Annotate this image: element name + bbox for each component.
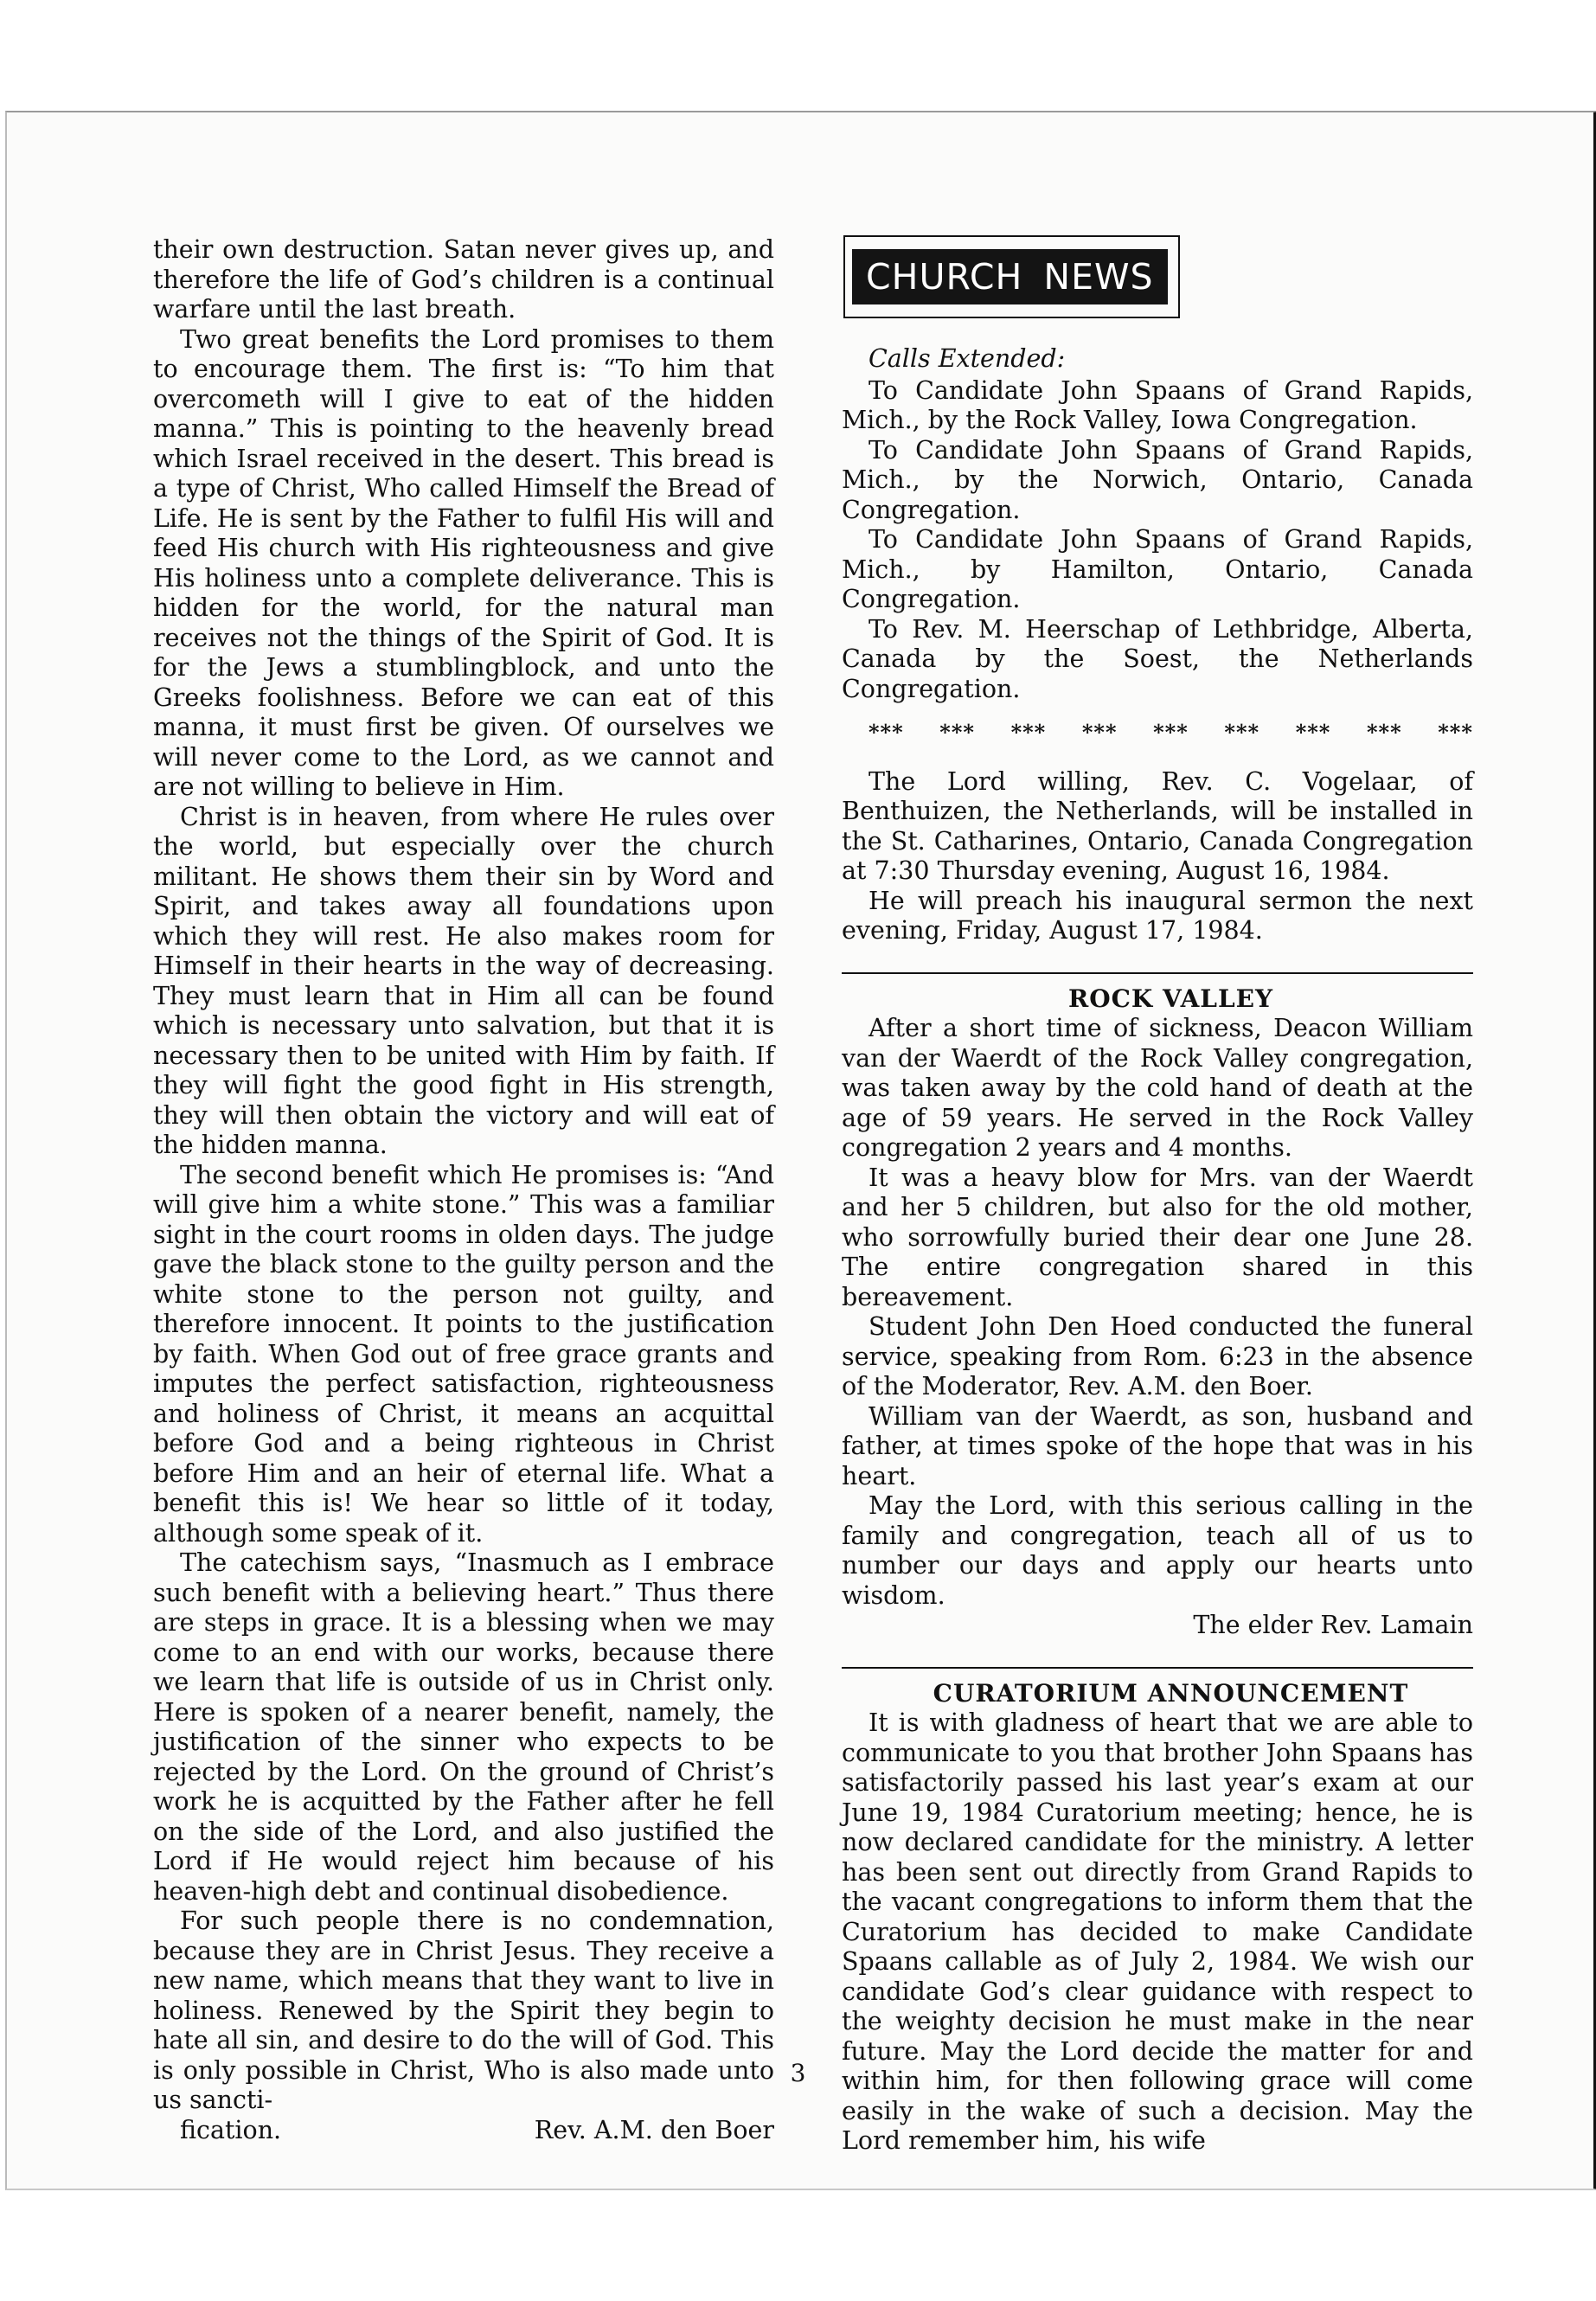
installation-paragraph: The Lord willing, Rev. C. Vogelaar, of Benthuizen, the Netherlands, will be installed in the St. Catharines, Ontario, Canada Congregation at 7:30 Thursday evening, August 16, 1984. xyxy=(842,766,1473,885)
curatorium-paragraph: It is with gladness of heart that we are able to communicate to you that brother John Spaans has satisfactorily passed his last year’s exam at our June 19, 1984 Curatorium meeting; hence, he is now declared candidate for the ministry. A letter has been sent out directly from Grand Rapids to the vacant congregations to inform them that the Curatorium has decided to make Candidate Spaans callable as of July 2, 1984. We wish our candidate God’s clear guidance with respect to the weighty decision he must make in the near future. May the Lord decide the matter for and within him, for then following grace will come easily in the wake of such a decision. May the Lord remember him, his wife xyxy=(842,1708,1473,2155)
curatorium-heading: CURATORIUM ANNOUNCEMENT xyxy=(933,1678,1409,1708)
sermon-paragraph: Two great benefits the Lord promises to them to encourage them. The first is: “To him that overcometh will I give to eat of the hidden manna.” This is pointing to the heavenly bread which Israel received in the desert. This bread is a type of Christ, Who called Himself the Bread of Life. He is sent by the Father to fulfil His will and feed His church with His righteousness and give His holiness unto a complete deliverance. This is hidden for the world, for the natural man receives not the things of the Spirit of God. It is for the Jews a stumblingblock, and unto the Greeks foolishness. Before we can eat of this manna, it must first be given. Of ourselves we will never come to the Lord, as we cannot and are not willing to believe in Him. xyxy=(153,324,774,801)
star-mark: *** xyxy=(1081,720,1118,745)
sermon-paragraph: The second benefit which He promises is: “And will give him a white stone.” This was a familiar sight in the court rooms in olden days. The judge gave the black stone to the guilty person and the white stone to the person not guilty, and therefore innocent. It points to the justification by faith. When God out of free grace grants and imputes the perfect satisfaction, righteousness and holiness of Christ, it means an acquittal before God and a being righteous in Christ before Him and an heir of eternal life. What a benefit this is! We hear so little of it today, although some speak of it. xyxy=(153,1160,774,1548)
star-mark: *** xyxy=(869,720,904,745)
rock-valley-signature: The elder Rev. Lamain xyxy=(1193,1611,1473,1639)
call-item: To Candidate John Spaans of Grand Rapids, Mich., by the Norwich, Ontario, Canada Congregation. xyxy=(842,435,1473,524)
star-mark: *** xyxy=(1438,720,1473,745)
sermon-paragraph: For such people there is no condemnation, because they are in Christ Jesus. They receive a new name, which means that they want to live in holiness. Renewed by the Spirit they begin to hate all sin, and desire to do the will of God. This is only possible in Christ, Who is also made unto us sancti- xyxy=(153,1907,774,2114)
page-number: 3 xyxy=(790,2059,806,2087)
section-divider xyxy=(842,972,1473,974)
rock-valley-paragraph: After a short time of sickness, Deacon William van der Waerdt of the Rock Valley congregation, was taken away by the cold hand of death at the age of 59 years. He served in the Rock Valley congregation 2 years and 4 months. xyxy=(842,1014,1473,1162)
sermon-paragraph: Christ is in heaven, from where He rules over the world, but especially over the church militant. He shows them their sin by Word and Spirit, and takes away all foundations upon which they will rest. He also makes room for Himself in their hearts in the way of decreasing. They must learn that in Him all can be found which is necessary unto salvation, but that it is necessary then to be united with Him by faith. If they will fight the good fight in His strength, they will then obtain the victory and will eat of the hidden manna. xyxy=(153,802,774,1159)
rock-valley-heading: ROCK VALLEY xyxy=(1067,984,1273,1013)
section-divider xyxy=(842,1667,1473,1669)
news-column xyxy=(842,235,1473,2157)
rock-valley-paragraph: It was a heavy blow for Mrs. van der Waerdt and her 5 children, but also for the old mother, who sorrowfully buried their dear one June 28. The entire congregation shared in this bereavement. xyxy=(842,1163,1473,1311)
star-mark: *** xyxy=(1010,720,1047,745)
star-mark: *** xyxy=(1295,720,1331,745)
sermon-paragraph: The catechism says, “Inasmuch as I embrace such benefit with a believing heart.” Thus there are steps in grace. It is a blessing when we may come to an end with our works, because there we learn that life is outside of us in Christ only. Here is spoken of a nearer benefit, namely, the justification of the sinner who expects to be rejected by the Lord. On the ground of Christ’s work he is acquitted by the Father after he fell on the side of the Lord, and also justified the Lord if He would reject him because of his heaven-high debt and continual disobedience. xyxy=(153,1548,774,1906)
call-item: To Rev. M. Heerschap of Lethbridge, Alberta, Canada by the Soest, the Netherlands Congregation. xyxy=(842,614,1473,703)
star-mark: *** xyxy=(939,720,975,745)
church-news-banner-frame xyxy=(843,235,1180,318)
sermon-closing-line xyxy=(153,2116,774,2146)
installation-paragraph: He will preach his inaugural sermon the next evening, Friday, August 17, 1984. xyxy=(842,886,1473,945)
rock-valley-paragraph: May the Lord, with this serious calling in the family and congregation, teach all of us to number our days and apply our hearts unto wisdom. xyxy=(842,1491,1473,1610)
sermon-column xyxy=(153,235,774,2145)
rock-valley-paragraph: William van der Waerdt, as son, husband and father, at times spoke of the hope that was in his heart. xyxy=(842,1401,1473,1490)
star-mark: *** xyxy=(1153,720,1189,745)
call-item: To Candidate John Spaans of Grand Rapids, Mich., by Hamilton, Ontario, Canada Congregation. xyxy=(842,525,1473,613)
call-item: To Candidate John Spaans of Grand Rapids, Mich., by the Rock Valley, Iowa Congregation. xyxy=(842,375,1473,434)
star-mark: *** xyxy=(1224,720,1260,745)
rock-valley-paragraph: Student John Den Hoed conducted the funeral service, speaking from Rom. 6:23 in the absence of the Moderator, Rev. A.M. den Boer. xyxy=(842,1312,1473,1400)
calls-extended-label: Calls Extended: xyxy=(869,344,1066,373)
author-signature: Rev. A.M. den Boer xyxy=(534,2115,774,2144)
star-mark: *** xyxy=(1366,720,1402,745)
sermon-paragraph: their own destruction. Satan never gives up, and therefore the life of God’s children is a continual warfare until the last breath. xyxy=(153,235,774,324)
sermon-last-word: fication. xyxy=(180,2115,282,2144)
church-news-banner: CHURCH NEWS xyxy=(852,249,1168,304)
star-separator xyxy=(842,718,1473,748)
